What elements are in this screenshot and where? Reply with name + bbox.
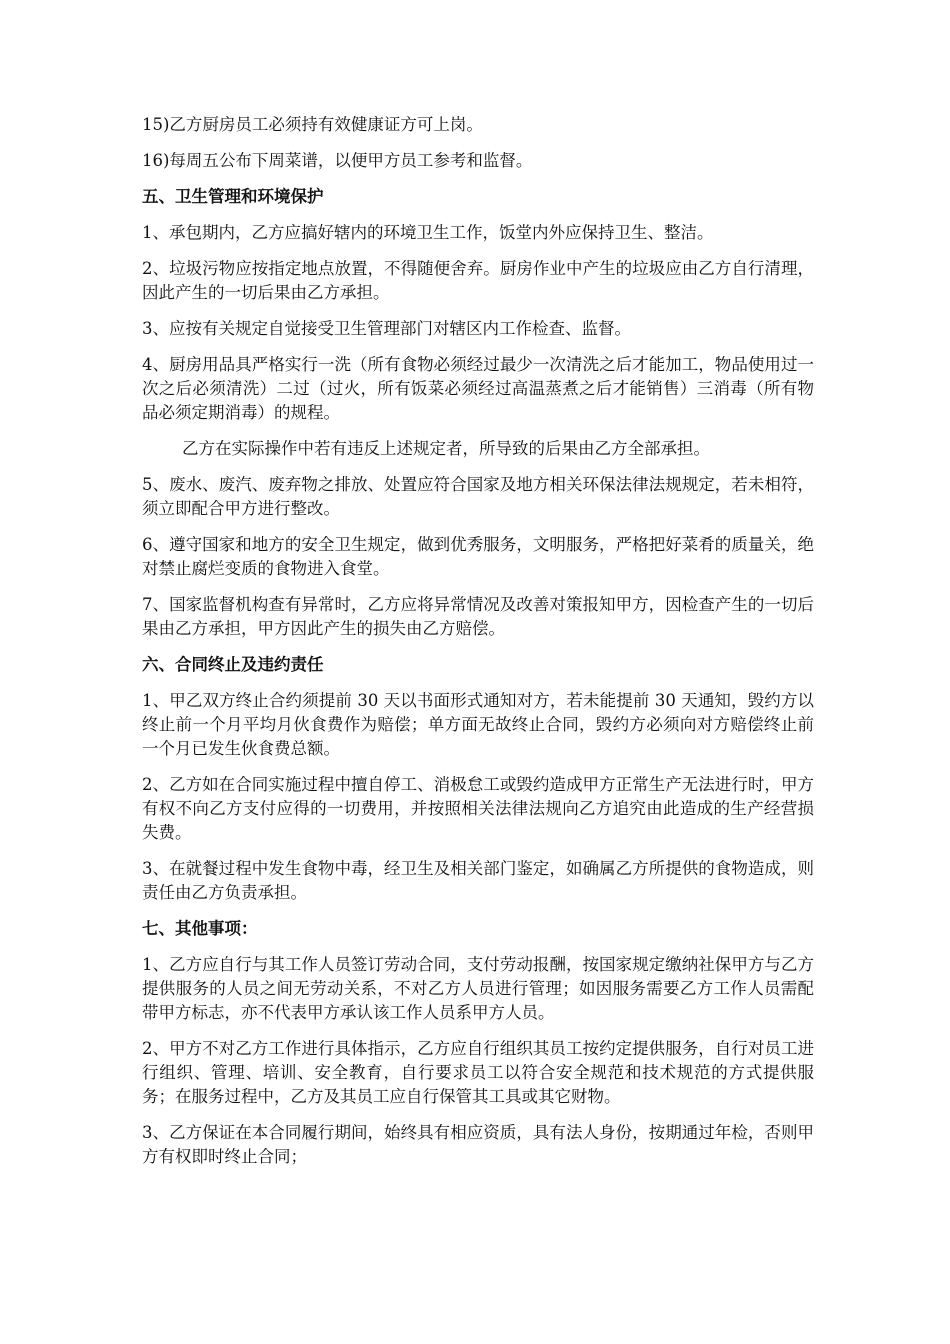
paragraph-5-4-note: 乙方在实际操作中若有违反上述规定者，所导致的后果由乙方全部承担。	[182, 439, 710, 458]
paragraph-item-15: 15)乙方厨房员工必须持有效健康证方可上岗。	[142, 115, 483, 134]
paragraph-5-2: 2、垃圾污物应按指定地点放置，不得随便舍弃。厨房作业中产生的垃圾应由乙方自行清理，因此产生的一切后果由乙方承担。	[142, 259, 814, 302]
section-heading-7: 七、其他事项：	[142, 919, 258, 938]
paragraph-5-3: 3、应按有关规定自觉接受卫生管理部门对辖区内工作检查、监督。	[142, 319, 631, 338]
paragraph-6-2: 2、乙方如在合同实施过程中擅自停工、消极怠工或毁约造成甲方正常生产无法进行时，甲方有权不向乙方支付应得的一切费用，并按照相关法律法规向乙方追究由此造成的生产经营损失费。	[142, 775, 814, 842]
paragraph-6-3: 3、在就餐过程中发生食物中毒，经卫生及相关部门鉴定，如确属乙方所提供的食物造成，则责任由乙方负责承担。	[142, 859, 814, 902]
section-heading-5: 五、卫生管理和环境保护	[142, 187, 324, 206]
paragraph-7-3: 3、乙方保证在本合同履行期间，始终具有相应资质，具有法人身份，按期通过年检，否则甲方有权即时终止合同；	[142, 1123, 814, 1166]
section-heading-6: 六、合同终止及违约责任	[142, 655, 324, 674]
paragraph-6-1: 1、甲乙双方终止合约须提前 30 天以书面形式通知对方，若未能提前 30 天通知，毁约方以终止前一个月平均月伙食费作为赔偿；单方面无故终止合同，毁约方必须向对方赔偿终止前一个月已发生伙食费总额。	[142, 691, 814, 758]
paragraph-5-6: 6、遵守国家和地方的安全卫生规定，做到优秀服务，文明服务，严格把好菜肴的质量关，绝对禁止腐烂变质的食物进入食堂。	[142, 535, 814, 578]
paragraph-5-5: 5、废水、废汽、废弃物之排放、处置应符合国家及地方相关环保法律法规规定，若未相符，须立即配合甲方进行整改。	[142, 475, 814, 518]
paragraph-5-4: 4、厨房用品具严格实行一洗（所有食物必须经过最少一次清洗之后才能加工，物品使用过一次之后必须清洗）二过（过火，所有饭菜必须经过高温蒸煮之后才能销售）三消毒（所有物品必须定期消毒）的规程。	[142, 355, 814, 422]
paragraph-5-1: 1、承包期内，乙方应搞好辖内的环境卫生工作，饭堂内外应保持卫生、整洁。	[142, 223, 714, 242]
paragraph-item-16: 16)每周五公布下周菜谱，以便甲方员工参考和监督。	[142, 151, 533, 170]
paragraph-5-7: 7、国家监督机构查有异常时，乙方应将异常情况及改善对策报知甲方，因检查产生的一切后果由乙方承担，甲方因此产生的损失由乙方赔偿。	[142, 595, 814, 638]
document-page	[142, 113, 814, 1181]
paragraph-7-2: 2、甲方不对乙方工作进行具体指示，乙方应自行组织其员工按约定提供服务，自行对员工进行组织、管理、培训、安全教育，自行要求员工以符合安全规范和技术规范的方式提供服务；在服务过程中，乙方及其员工应自行保管其工具或其它财物。	[142, 1039, 814, 1106]
paragraph-7-1: 1、乙方应自行与其工作人员签订劳动合同，支付劳动报酬，按国家规定缴纳社保甲方与乙方提供服务的人员之间无劳动关系，不对乙方人员进行管理；如因服务需要乙方工作人员需配带甲方标志，亦不代表甲方承认该工作人员系甲方人员。	[142, 955, 814, 1022]
